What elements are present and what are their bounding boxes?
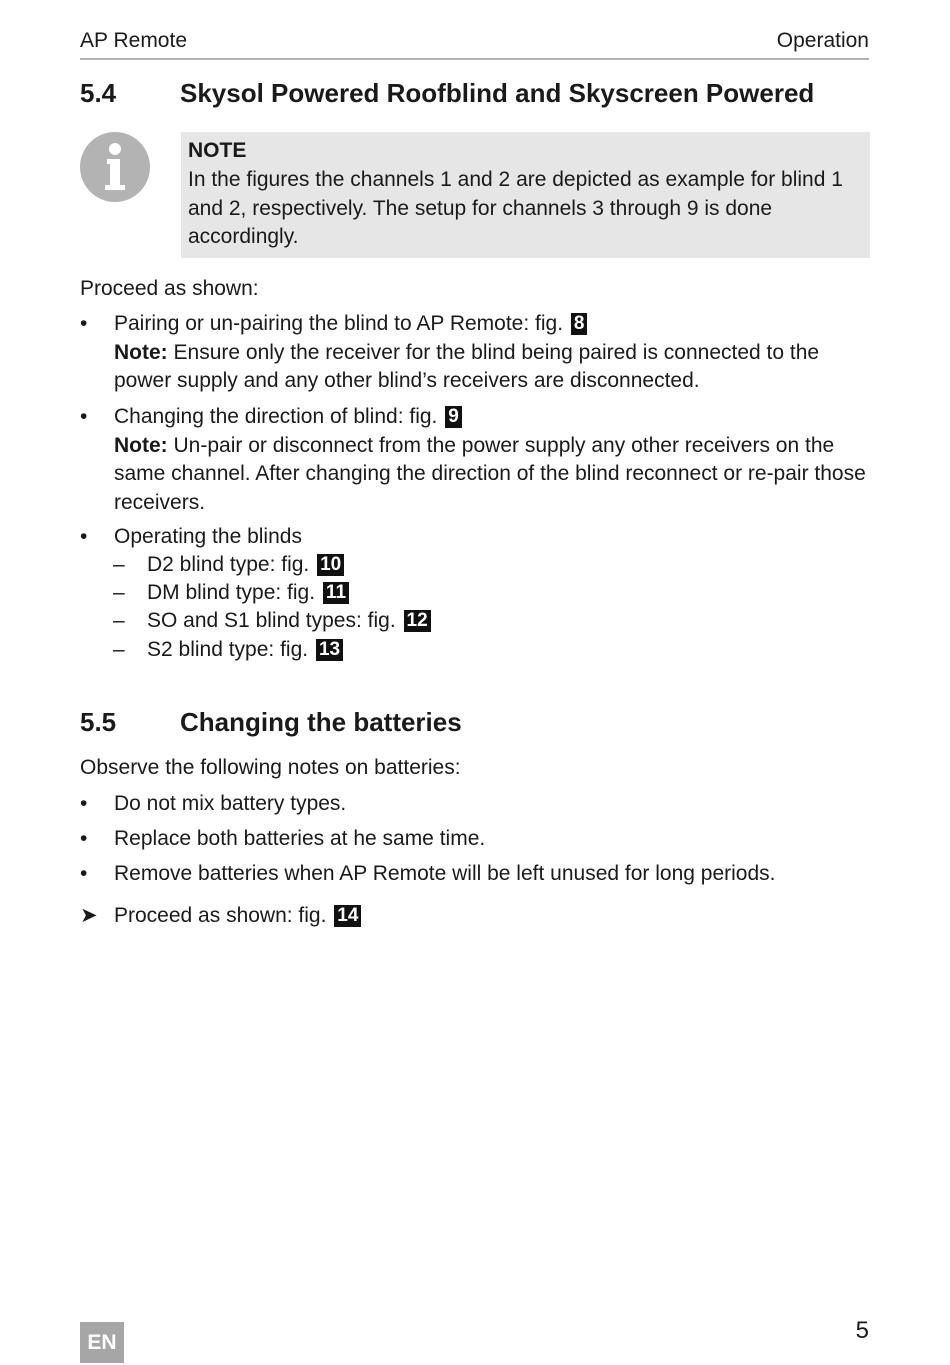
figure-reference: 11 [323,582,349,604]
dash-marker: – [113,638,125,661]
bullet-marker: • [80,525,88,548]
header-product-name: AP Remote [80,29,187,52]
figure-reference: 10 [317,554,344,576]
note-text: In the figures the channels 1 and 2 are depicted as example for blind 1 and 2, respectively. The setup for channels 3 through 9 is done accordingly. [188,168,843,248]
section-number: 5.5 [80,707,117,737]
sub-list-item [113,636,343,665]
bullet-marker: • [80,792,88,815]
arrow-right-icon: ➤ [80,904,98,927]
bullet-marker: • [80,312,88,335]
figure-reference: 8 [571,313,588,335]
list-item-text: Pairing or un-pairing the blind to AP Remote: fig. [114,312,564,335]
action-text: Proceed as shown: fig. [114,904,327,927]
sub-item-text: D2 blind type: fig. [147,553,310,576]
bullet-marker: • [80,862,88,885]
section-number: 5.4 [80,78,117,108]
list-item-text: Replace both batteries at he same time. [114,827,486,850]
header-divider [80,58,869,60]
header-chapter-name: Operation [776,29,869,52]
batteries-intro: Observe the following notes on batteries: [80,756,461,779]
list-item-text: Operating the blinds [114,525,302,548]
section-title: Changing the batteries [180,707,462,737]
sub-list-item [113,607,431,636]
list-item-text: Do not mix battery types. [114,792,347,815]
figure-reference: 12 [404,610,431,632]
sub-item-text: S2 blind type: fig. [147,638,309,661]
dash-marker: – [113,609,125,632]
sub-item-text: SO and S1 blind types: fig. [147,609,396,632]
list-item [80,310,870,396]
note-heading: NOTE [188,139,247,162]
list-item [80,825,870,854]
list-item [80,403,870,517]
figure-reference: 9 [445,406,462,428]
list-item [80,523,870,552]
dash-marker: – [113,553,125,576]
proceed-intro: Proceed as shown: [80,277,259,300]
note-text: Un-pair or disconnect from the power supply any other receivers on the same channel. After changing the direction of the blind reconnect or re-pair those receivers. [114,433,866,514]
section-title: Skysol Powered Roofblind and Skyscreen Powered [180,78,815,108]
note-label: Note: [114,340,168,364]
list-item-text: Remove batteries when AP Remote will be left unused for long periods. [114,862,776,885]
language-badge: EN [80,1322,124,1363]
action-step [80,902,870,931]
list-item-text: Changing the direction of blind: fig. [114,405,438,428]
sub-list-item [113,551,344,580]
list-item [80,860,870,889]
list-item [80,790,870,819]
note-label: Note: [114,433,168,457]
dash-marker: – [113,581,125,604]
page-number: 5 [855,1317,869,1344]
bullet-marker: • [80,405,88,428]
sub-item-text: DM blind type: fig. [147,581,316,604]
bullet-marker: • [80,827,88,850]
note-text: Ensure only the receiver for the blind being paired is connected to the power supply and any other blind’s receivers are disconnected. [114,340,820,392]
figure-reference: 14 [334,905,361,927]
sub-list-item [113,579,349,608]
note-box [181,132,870,258]
figure-reference: 13 [316,639,343,661]
info-icon [80,132,150,202]
